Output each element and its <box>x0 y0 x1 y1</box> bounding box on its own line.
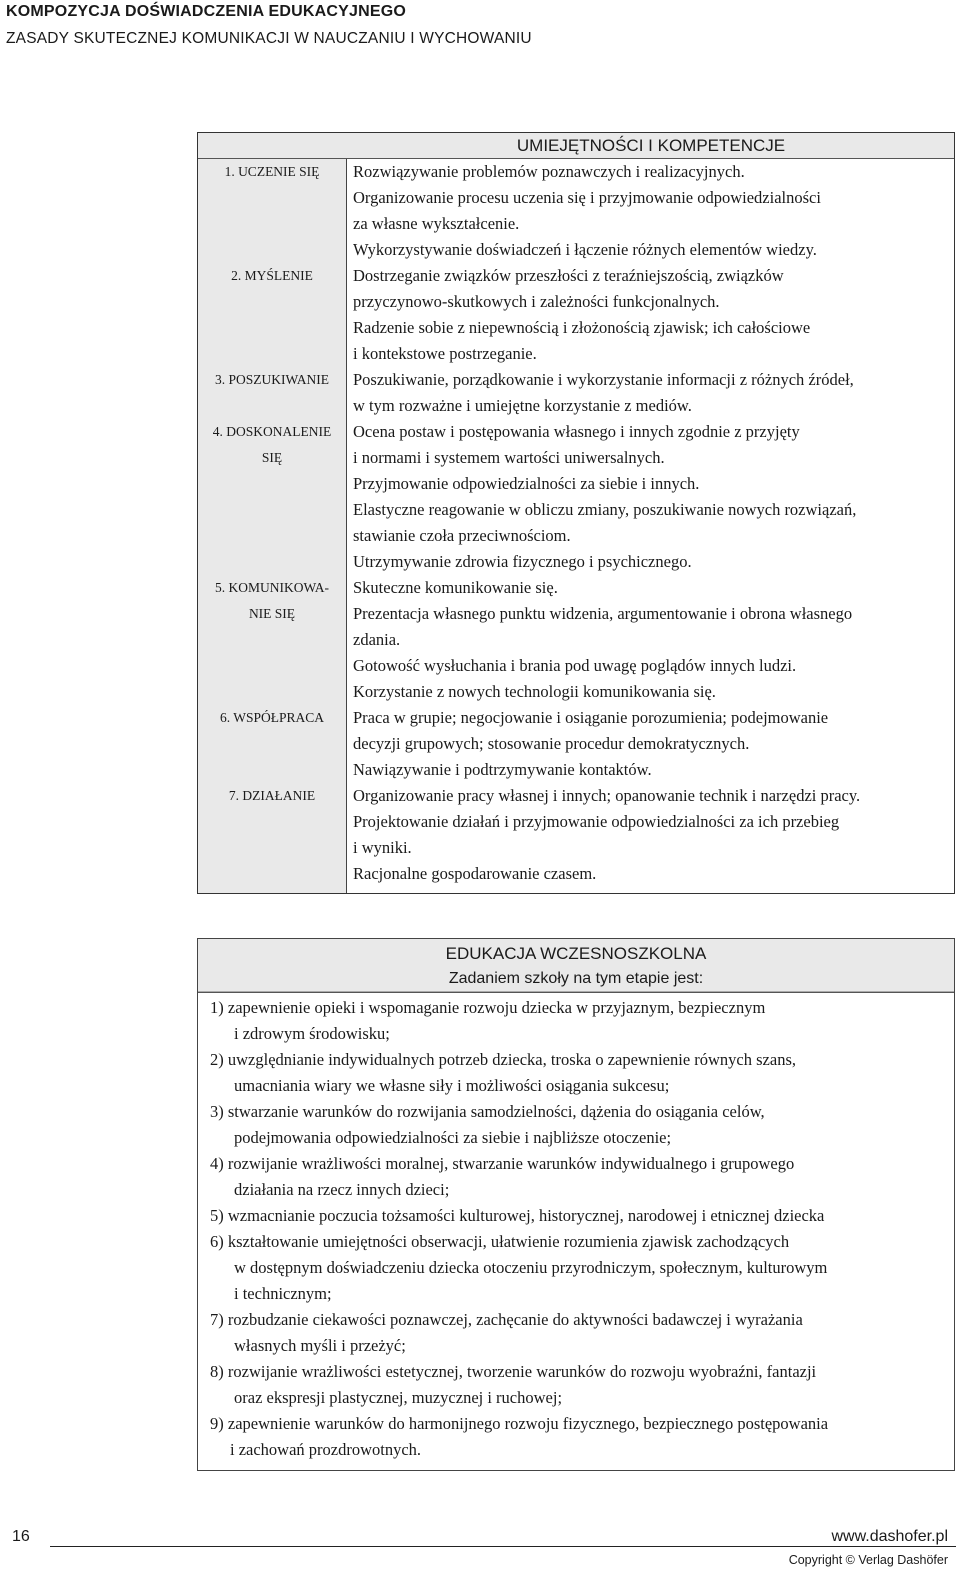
skill-line: Przyjmowanie odpowiedzialności za siebie i innych. <box>353 474 700 493</box>
education-line: 3) stwarzanie warunków do rozwijania samodzielności, dążenia do osiągania celów, <box>210 1102 765 1121</box>
skill-line: i normami i systemem wartości uniwersalnych. <box>353 448 665 467</box>
skill-line: Poszukiwanie, porządkowanie i wykorzystanie informacji z różnych źródeł, <box>353 370 854 389</box>
education-line: 9) zapewnienie warunków do harmonijnego rozwoju fizycznego, bezpiecznego postępowania <box>210 1414 829 1433</box>
education-line: podejmowania odpowiedzialności za siebie i najbliższe otoczenie; <box>234 1128 672 1147</box>
skill-line: Praca w grupie; negocjowanie i osiąganie porozumienia; podejmowanie <box>353 708 829 727</box>
running-header-subtitle: ZASADY SKUTECZNEJ KOMUNIKACJI W NAUCZANIU I WYCHOWANIU <box>6 30 532 47</box>
skill-line: Utrzymywanie zdrowia fizycznego i psychicznego. <box>353 552 692 571</box>
skill-line: Wykorzystywanie doświadczeń i łączenie różnych elementów wiedzy. <box>353 240 817 259</box>
category-column <box>198 133 347 893</box>
skill-line: Racjonalne gospodarowanie czasem. <box>353 864 597 883</box>
education-line: 4) rozwijanie wrażliwości moralnej, stwarzanie warunków indywidualnego i grupowego <box>210 1154 795 1173</box>
education-table <box>197 938 955 1471</box>
skill-line: Ocena postaw i postępowania własnego i innych zgodnie z przyjęty <box>353 422 800 441</box>
skill-line: stawianie czoła przeciwnościom. <box>353 526 571 545</box>
skill-line: i kontekstowe postrzeganie. <box>353 344 537 363</box>
education-line: i zdrowym środowisku; <box>234 1024 390 1043</box>
education-table-header <box>198 939 954 993</box>
education-line: umacniania wiary we własne siły i możliwości osiągania sukcesu; <box>234 1076 670 1095</box>
skill-line: Skuteczne komunikowanie się. <box>353 578 558 597</box>
page-number: 16 <box>12 1528 30 1545</box>
footer-site-link[interactable]: www.dashofer.pl <box>831 1528 948 1545</box>
category-label: 5. KOMUNIKOWA- <box>215 580 329 595</box>
education-line: 6) kształtowanie umiejętności obserwacji, ułatwienie rozumienia zjawisk zachodzących <box>210 1232 790 1251</box>
education-line: własnych myśli i przeżyć; <box>234 1336 406 1355</box>
category-label: 4. DOSKONALENIE <box>212 424 332 439</box>
header-divider <box>198 991 954 992</box>
skills-table-title <box>198 133 954 159</box>
skills-table <box>197 132 955 894</box>
education-line: 5) wzmacnianie poczucia tożsamości kulturowej, historycznej, narodowej i etnicznej dziecka <box>210 1206 825 1225</box>
category-label: 7. DZIAŁANIE <box>228 788 316 803</box>
skills-table-title-text: UMIEJĘTNOŚCI I KOMPETENCJE <box>516 136 786 155</box>
education-table-subtitle: Zadaniem szkoły na tym etapie jest: <box>448 970 704 987</box>
skill-line: Organizowanie procesu uczenia się i przyjmowanie odpowiedzialności <box>353 188 821 207</box>
category-label: 6. WSPÓŁPRACA <box>219 710 325 725</box>
category-label: 1. UCZENIE SIĘ <box>224 164 320 179</box>
skill-line: przyczynowo-skutkowych i zależności funkcjonalnych. <box>353 292 720 311</box>
footer-copyright: Copyright © Verlag Dashöfer <box>788 1553 948 1567</box>
skill-line: Radzenie sobie z niepewnością i złożonością zjawisk; ich całościowe <box>353 318 811 337</box>
skill-line: Nawiązywanie i podtrzymywanie kontaktów. <box>353 760 652 779</box>
skill-line: w tym rozważne i umiejętne korzystanie z mediów. <box>353 396 692 415</box>
skill-line: Gotowość wysłuchania i brania pod uwagę poglądów innych ludzi. <box>353 656 797 675</box>
skill-line: za własne wykształcenie. <box>353 214 520 233</box>
education-line: i technicznym; <box>234 1284 332 1303</box>
education-line: 7) rozbudzanie ciekawości poznawczej, zachęcanie do aktywności badawczej i wyrażania <box>210 1310 803 1329</box>
footer-rule <box>50 1546 956 1547</box>
education-line: 1) zapewnienie opieki i wspomaganie rozwoju dziecka w przyjaznym, bezpiecznym <box>210 998 766 1017</box>
skill-line: Prezentacja własnego punktu widzenia, argumentowanie i obrona własnego <box>353 604 853 623</box>
education-line: oraz ekspresji plastycznej, muzycznej i ruchowej; <box>234 1388 563 1407</box>
skill-line: Dostrzeganie związków przeszłości z teraźniejszością, związków <box>353 266 784 285</box>
category-label: NIE SIĘ <box>248 606 296 621</box>
category-label: 3. POSZUKIWANIE <box>215 372 329 387</box>
education-line: działania na rzecz innych dzieci; <box>234 1180 450 1199</box>
education-line: 8) rozwijanie wrażliwości estetycznej, tworzenie warunków do rozwoju wyobraźni, fantazji <box>210 1362 817 1381</box>
education-line: w dostępnym doświadczeniu dziecka otoczeniu przyrodniczym, społecznym, kulturowym <box>234 1258 828 1277</box>
skill-line: zdania. <box>353 630 401 649</box>
skill-line: Elastyczne reagowanie w obliczu zmiany, poszukiwanie nowych rozwiązań, <box>353 500 857 519</box>
education-line: 2) uwzględnianie indywidualnych potrzeb dziecka, troska o zapewnienie równych szans, <box>210 1050 796 1069</box>
skill-line: Projektowanie działań i przyjmowanie odpowiedzialności za ich przebieg <box>353 812 840 831</box>
skill-line: decyzji grupowych; stosowanie procedur demokratycznych. <box>353 734 750 753</box>
category-label: 2. MYŚLENIE <box>231 268 313 283</box>
skill-line: Korzystanie z nowych technologii komunikowania się. <box>353 682 716 701</box>
skill-line: Rozwiązywanie problemów poznawczych i realizacyjnych. <box>353 162 745 181</box>
skill-line: Organizowanie pracy własnej i innych; opanowanie technik i narzędzi pracy. <box>353 786 861 805</box>
skill-line: i wyniki. <box>353 838 412 857</box>
education-table-title: EDUKACJA WCZESNOSZKOLNA <box>445 944 707 963</box>
education-line: i zachowań prozdrowotnych. <box>230 1440 422 1459</box>
running-header-title: KOMPOZYCJA DOŚWIADCZENIA EDUKACYJNEGO <box>6 3 407 20</box>
category-label: SIĘ <box>261 450 283 465</box>
